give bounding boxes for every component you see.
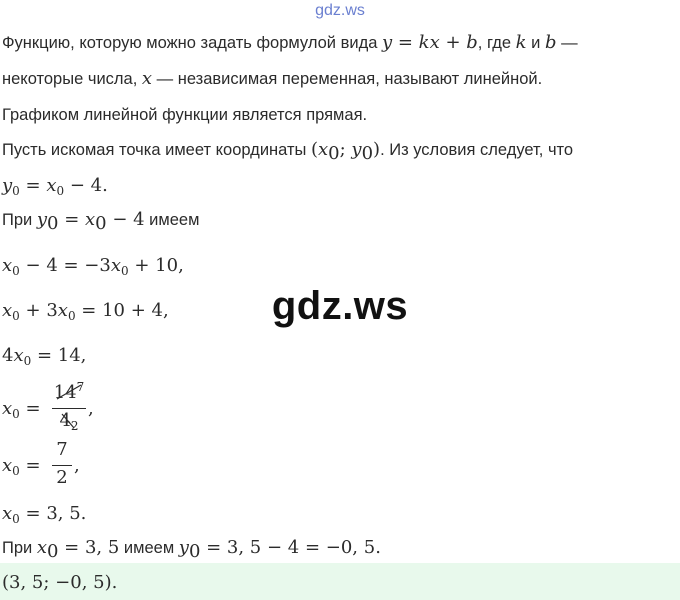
strike-denominator-icon xyxy=(59,411,77,431)
subscript: 0 xyxy=(12,309,20,323)
text: = 10 + 4, xyxy=(75,300,169,321)
numerator-value: 14 xyxy=(53,382,77,403)
text: = 14, xyxy=(31,345,87,366)
formula: y = kx + b xyxy=(381,32,478,53)
subscript: 0 xyxy=(67,309,76,323)
text: имеем xyxy=(144,211,200,229)
variable-y0: y xyxy=(351,139,362,160)
subscript: 0 xyxy=(56,184,65,198)
fraction-lhs xyxy=(2,455,41,476)
subscript: 0 xyxy=(361,143,374,164)
comma: , xyxy=(88,398,94,419)
subscript: 0 xyxy=(328,143,340,164)
subscript: 0 xyxy=(12,264,20,278)
variable-x0: x xyxy=(2,503,13,524)
fraction-bar xyxy=(52,408,86,409)
text: = xyxy=(19,455,41,476)
variable-x0: x xyxy=(318,139,329,160)
text: = 3, 5 xyxy=(58,537,120,558)
equation-fraction-reduction xyxy=(2,380,122,432)
subscript: 0 xyxy=(12,184,20,198)
fraction-lhs xyxy=(2,398,41,419)
variable-x: x xyxy=(141,68,153,89)
variable-k: k xyxy=(515,32,527,53)
equation-step-3 xyxy=(2,344,86,368)
variable-x0: x xyxy=(2,398,13,419)
separator: ; xyxy=(339,139,352,160)
text: + 10, xyxy=(128,255,184,276)
subscript: 0 xyxy=(23,354,32,368)
paragraph-substitution xyxy=(2,209,200,234)
variable-y0: y xyxy=(36,209,48,230)
paragraph-compute-y xyxy=(2,537,381,562)
paren-close: ) xyxy=(373,139,381,160)
watermark-top: gdz.ws xyxy=(315,2,365,19)
fraction-numerator: 7 xyxy=(56,439,68,460)
subscript: 0 xyxy=(188,541,201,562)
text: и xyxy=(526,34,545,52)
text: При xyxy=(2,211,37,229)
variable-x0: x xyxy=(36,537,47,558)
variable-x0: x xyxy=(57,300,68,321)
subscript: 0 xyxy=(121,264,129,278)
text: — независимая переменная, называют линейной. xyxy=(152,70,543,88)
subscript: 0 xyxy=(12,464,20,478)
numerator-reduced: 7 xyxy=(76,380,85,394)
fraction-denominator: 2 xyxy=(56,467,68,488)
text: = xyxy=(19,175,47,196)
text: некоторые числа, xyxy=(2,70,142,88)
variable-x0: x xyxy=(110,255,121,276)
answer: (3, 5; −0, 5). xyxy=(2,572,118,593)
variable-x0: x xyxy=(2,300,13,321)
variable-y0: y xyxy=(178,537,189,558)
subscript: 0 xyxy=(95,213,107,234)
equation-condition xyxy=(2,174,108,198)
text: − 4. xyxy=(64,175,108,196)
paragraph-point-coordinates xyxy=(2,139,574,164)
paragraph-independent-variable xyxy=(2,68,542,90)
text: = xyxy=(58,209,85,230)
text: − 4 xyxy=(106,209,145,230)
text: . Из условия следует, что xyxy=(380,141,574,159)
subscript: 0 xyxy=(12,512,20,526)
text: имеем xyxy=(119,539,179,557)
variable-y0: y xyxy=(2,175,13,196)
paragraph-graph-is-line: Графиком линейной функции является прямая. xyxy=(2,106,368,124)
equation-decimal-result xyxy=(2,502,86,526)
variable-x0: x xyxy=(13,345,24,366)
text: = xyxy=(19,398,41,419)
comma: , xyxy=(74,455,80,476)
subscript: 0 xyxy=(47,213,59,234)
text: — xyxy=(556,34,578,52)
watermark-center: gdz.ws xyxy=(271,284,409,328)
text: + 3 xyxy=(19,300,58,321)
subscript: 0 xyxy=(47,541,59,562)
variable-b: b xyxy=(544,32,557,53)
text: − 4 = −3 xyxy=(19,255,111,276)
text: Пусть искомая точка имеет координаты xyxy=(2,141,311,159)
variable-x0: x xyxy=(2,455,13,476)
variable-x0: x xyxy=(85,209,96,230)
paragraph-linear-function-definition xyxy=(2,32,578,54)
equation-fraction-result xyxy=(2,437,122,489)
denominator-reduced: 2 xyxy=(70,419,79,433)
text: Функцию, которую можно задать формулой вида xyxy=(2,34,382,52)
strike-numerator-icon xyxy=(54,382,84,402)
denominator-value: 4 xyxy=(59,410,71,431)
text: = 3, 5 − 4 = −0, 5. xyxy=(200,537,381,558)
variable-x0: x xyxy=(46,175,57,196)
text: , где xyxy=(477,34,516,52)
text: 4 xyxy=(2,345,14,366)
equation-step-1 xyxy=(2,254,184,278)
fraction-bar xyxy=(52,465,72,466)
text: При xyxy=(2,539,37,557)
text: = 3, 5. xyxy=(19,503,87,524)
subscript: 0 xyxy=(12,407,20,421)
variable-x0: x xyxy=(2,255,13,276)
paren-open: ( xyxy=(310,139,318,160)
